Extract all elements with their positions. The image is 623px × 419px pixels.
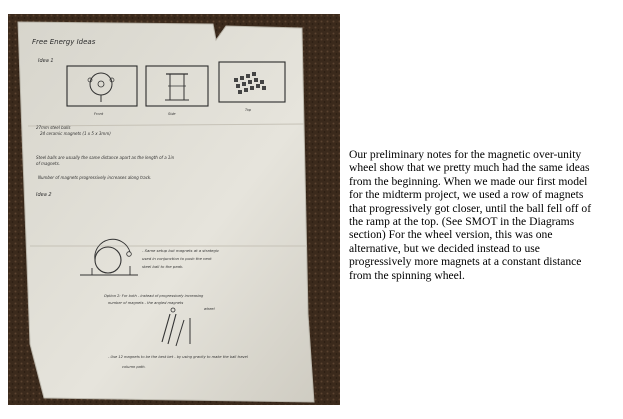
notes-bottom-line: column path. bbox=[122, 365, 146, 369]
notes-wheel-note: wheel bbox=[204, 307, 215, 311]
sketch-label-top: Top bbox=[245, 108, 252, 112]
notes-sketch2-line: steel ball to the peak. bbox=[142, 264, 184, 269]
notes-para-line: Number of magnets progressively increases along track. bbox=[38, 175, 152, 180]
notes-sketch2-line: - Same setup but magnets at a strategic bbox=[142, 248, 220, 253]
photo-caption bbox=[349, 148, 601, 282]
notes-bottom-line: - Use 12 magnets to be the best bet - by using gravity to make the ball travel bbox=[108, 355, 248, 359]
notes-list-line: 24 ceramic magnets (1 x 5 x 3mm) bbox=[40, 131, 111, 136]
sketch-label-front: Front bbox=[94, 112, 104, 116]
notes-sketch2-line: used in conjunction to push the next bbox=[142, 256, 212, 261]
notes-list-line: 27mm steel balls bbox=[36, 125, 71, 130]
paper-sheet bbox=[18, 22, 314, 402]
notes-idea1: Idea 1 bbox=[38, 58, 54, 64]
notes-option-line: Option 2: For both - instead of progressively increasing bbox=[104, 294, 204, 298]
notes-photo-graphic bbox=[8, 14, 340, 405]
notes-option-line: number of magnets - the angled magnets bbox=[108, 301, 184, 305]
notes-idea2: Idea 2 bbox=[36, 192, 52, 198]
caption-text: Our preliminary notes for the magnetic over-unity wheel show that we pretty much had the same ideas from the beginning. When we made our first model for the midterm project, we used a row of magnets that progressively got closer, until the ball fell off of the ramp at the top. (See SMOT in the Diagrams section) For the wheel version, this was one alternative, but we decided instead to use progressively more magnets at a constant distance from the spinning wheel. bbox=[349, 148, 592, 282]
sketch-label-side: Side bbox=[168, 112, 176, 116]
notes-para-line: Steel balls are usually the same distance apart as the length of a 1in bbox=[36, 155, 175, 160]
notes-para-line: of magnets. bbox=[36, 161, 60, 166]
notes-photo bbox=[8, 14, 340, 405]
notes-heading: Free Energy Ideas bbox=[32, 38, 96, 46]
